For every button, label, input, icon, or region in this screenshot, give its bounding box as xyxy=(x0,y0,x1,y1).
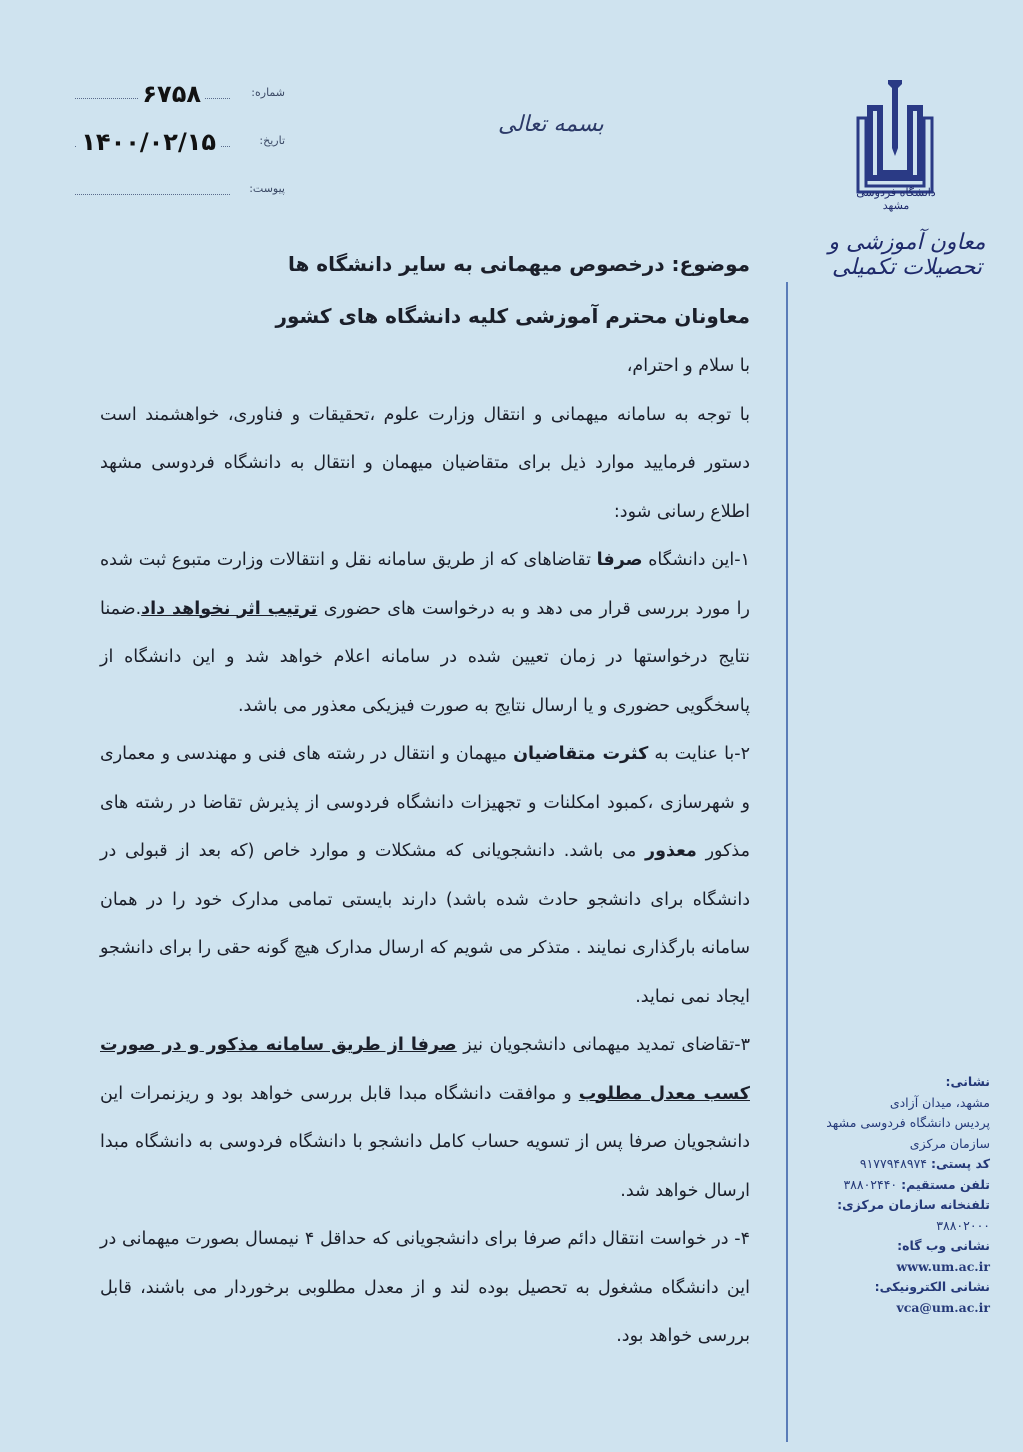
phone-label: تلفن مستقیم: xyxy=(901,1176,990,1192)
postal-value: ۹۱۷۷۹۴۸۹۷۴ xyxy=(859,1156,927,1171)
bismillah: بسمه تعالی xyxy=(498,112,604,137)
item-1 xyxy=(100,536,750,730)
switchboard-value: ۳۸۸۰۲۰۰۰ xyxy=(936,1217,990,1233)
letter-intro: با توجه به سامانه میهمانی و انتقال وزارت علوم ،تحقیقات و فناوری، خواهشمند است دستور فرمایید موارد ذیل برای متقاضیان میهمان و انتقال به دانشگاه فردوسی مشهد اطلاع رسانی شود: xyxy=(100,404,750,522)
number-label: شماره: xyxy=(251,86,285,99)
attachment-dots xyxy=(75,194,230,195)
letter-recipient: معاونان محترم آموزشی کلیه دانشگاه های کشور xyxy=(275,304,750,328)
email-link[interactable]: vca@um.ac.ir xyxy=(896,1299,990,1315)
number-row xyxy=(70,80,300,128)
letter-number: ۶۷۵۸ xyxy=(138,80,205,108)
address-line-3: سازمان مرکزی xyxy=(909,1135,990,1151)
item-3 xyxy=(100,1021,750,1215)
item-3-text-a: ۳-تقاضای تمدید میهمانی دانشجویان نیز xyxy=(456,1035,750,1055)
attachment-label: پیوست: xyxy=(249,182,285,195)
item-2-text-e: می باشد. دانشجویانی که مشکلات و موارد خاص (که بعد از قبولی در دانشگاه برای دانشجو حادث شده باشد) دارند بایستی تمامی مدارک خود را در همان سامانه بارگذاری نمایند . متذکر می شویم که ارسال مدارک هیچ گونه حقی را برای دانشجو ایجاد نمی نماید. xyxy=(100,841,750,1007)
email-label: نشانی الکترونیکی: xyxy=(874,1279,990,1294)
item-2-emphasis-2: معذور xyxy=(645,841,697,861)
item-2-text-a: ۲-با عنایت به xyxy=(648,744,750,764)
date-label: تاریخ: xyxy=(259,134,285,147)
item-4: ۴- در خواست انتقال دائم صرفا برای دانشجویانی که حداقل ۴ نیمسال بصورت میهمانی در این دانشگاه مشغول به تحصیل بوده لند و از معدل مطلوبی برخوردار می باشند، قابل بررسی خواهد بود. xyxy=(100,1229,750,1346)
item-2-text-c: میهمان و انتقال در رشته های فنی و مهندسی و معماری و شهرسازی ،کمبود امکلنات و تجهیزات دانشگاه فردوسی از پذیرش تقاضا در رشته های مذکور xyxy=(100,744,750,861)
item-1-text-a: ۱-این دانشگاه xyxy=(642,550,751,570)
contact-block xyxy=(794,1072,990,1318)
attachment-row xyxy=(70,176,300,224)
item-2 xyxy=(100,730,750,1021)
item-2-emphasis: کثرت متقاضیان xyxy=(513,744,649,764)
address-line-2: پردیس دانشگاه فردوسی مشهد xyxy=(826,1115,990,1130)
phone-value: ۳۸۸۰۲۴۴۰ xyxy=(843,1176,898,1192)
letter-greeting: با سلام و احترام، xyxy=(626,356,750,376)
switchboard-label: تلفنخانه سازمان مرکزی: xyxy=(837,1197,990,1212)
item-1-text-c: تقاضاهای که از طریق سامانه نقل و انتقالات وزارت متبوع ثبت شده را مورد بررسی قرار می دهد و به درخواست های حضوری xyxy=(100,550,750,619)
letter-meta xyxy=(70,80,300,224)
item-3-text-c: و موافقت دانشگاه مبدا قابل بررسی خواهد بود و ریزنمرات این دانشجویان صرفا پس از تسویه حساب کامل دانشجو با دانشگاه فردوسی به دانشگاه مبدا ارسال خواهد شد. xyxy=(100,1083,750,1201)
website-link[interactable]: www.um.ac.ir xyxy=(896,1258,990,1274)
website-label: نشانی وب گاه: xyxy=(897,1238,990,1253)
logo-caption: دانشگاه فردوسی مشهد xyxy=(856,186,936,212)
item-1-emphasis: صرفا xyxy=(596,550,643,570)
phone-row xyxy=(794,1175,990,1196)
department-title: معاون آموزشی و تحصیلات تکمیلی xyxy=(828,230,986,280)
date-row xyxy=(70,128,300,176)
postal-row xyxy=(794,1154,990,1175)
item-1-underlined: ترتیب اثر نخواهد داد xyxy=(141,598,318,619)
address-label: نشانی: xyxy=(945,1074,990,1089)
margin-divider xyxy=(786,282,788,1442)
address-line-1: مشهد، میدان آزادی xyxy=(889,1094,990,1110)
item-3-underlined: صرفا از طریق سامانه مذکور و در صورت کسب معدل مطلوب xyxy=(100,1035,750,1104)
letter-subject: موضوع: درخصوص میهمانی به سایر دانشگاه ها xyxy=(287,252,750,276)
postal-label: کد پستی: xyxy=(930,1156,990,1171)
item-1-text-e: .ضمنا نتایج درخواستها در زمان تعیین شده در سامانه اعلام خواهد شد و این دانشگاه از پاسخگویی حضوری و یا ارسال نتایج به صورت فیزیکی معذور می باشد. xyxy=(100,598,750,716)
letter-body xyxy=(100,238,750,1361)
letter-date: ۱۴۰۰/۰۲/۱۵ xyxy=(77,128,220,156)
